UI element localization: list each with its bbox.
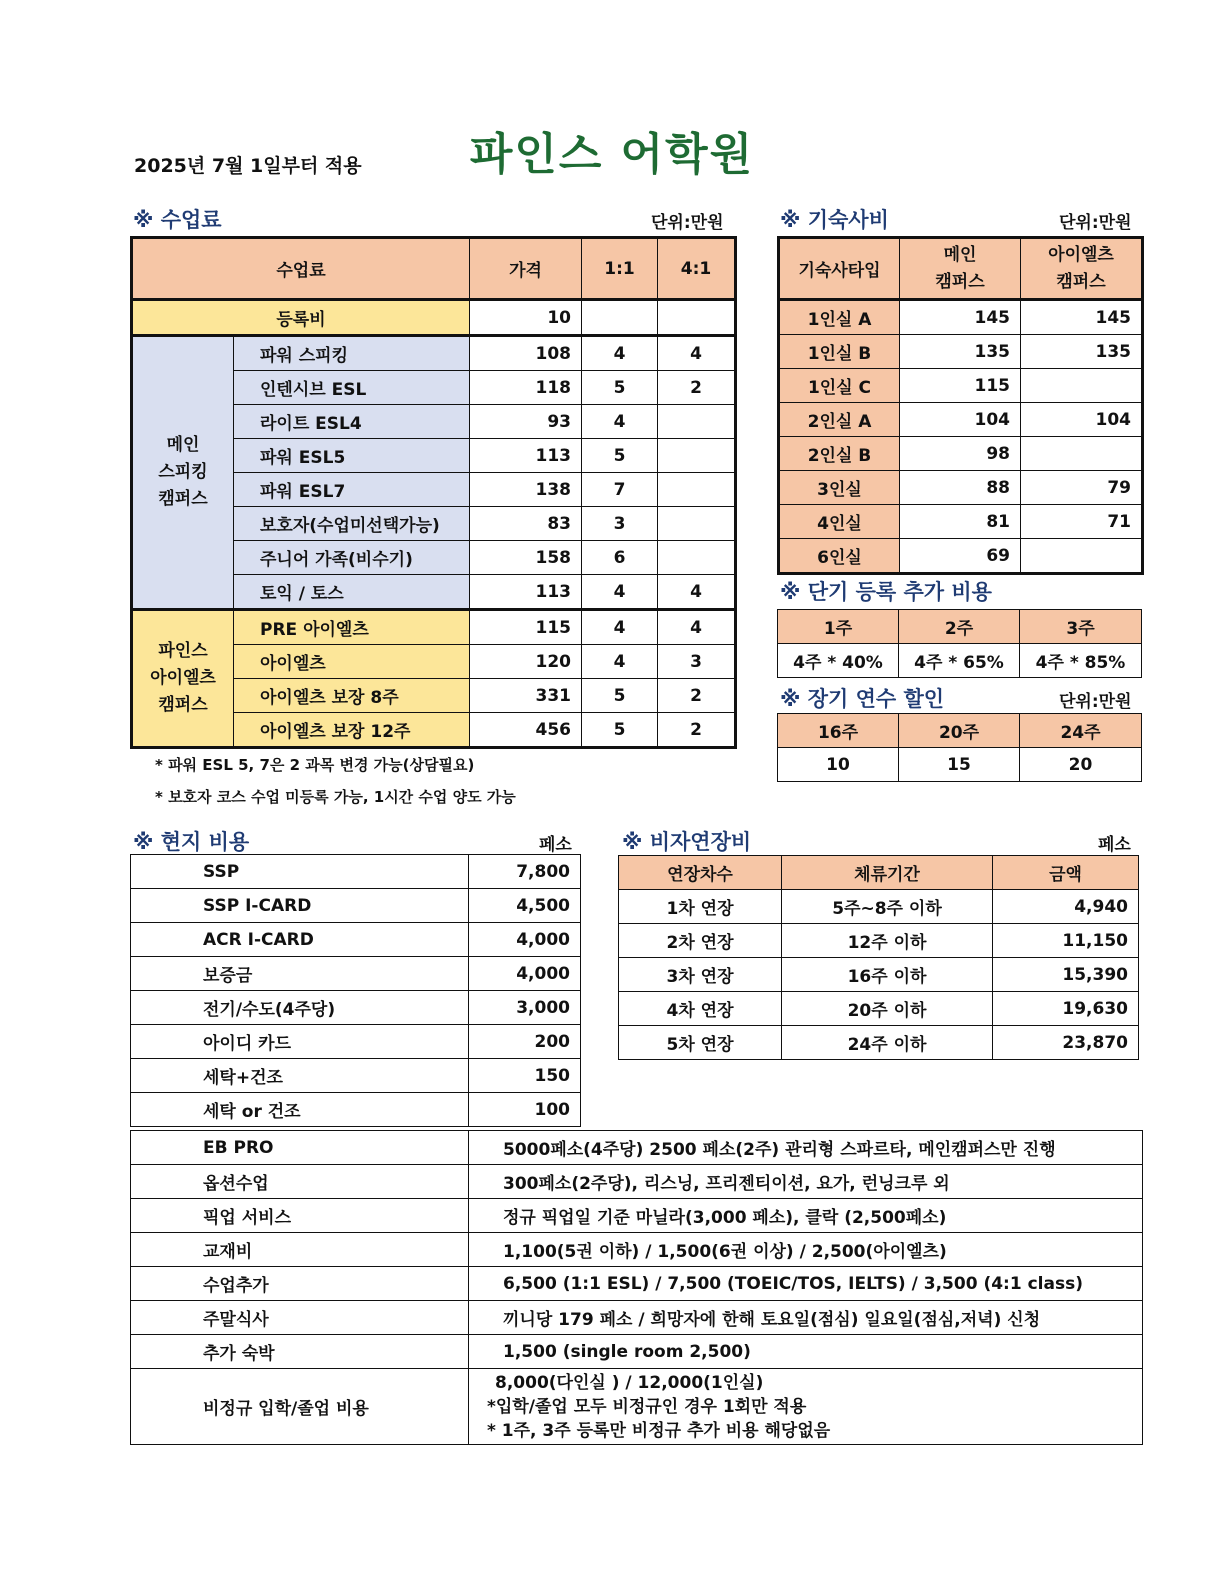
local-cost-label: 추가 숙박 (131, 1335, 469, 1369)
long-term-value-3: 20 (1020, 748, 1142, 782)
dorm-section-title: ※ 기숙사비 (780, 208, 889, 232)
visa-rows (619, 890, 1139, 1060)
local-cost-label: 옵션수업 (131, 1165, 469, 1199)
visa-period: 5주~8주 이하 (782, 890, 993, 924)
course-4to1 (658, 541, 736, 575)
table-row (131, 1233, 1143, 1267)
course-4to1 (658, 473, 736, 507)
tuition-table (130, 236, 737, 749)
course-4to1: 2 (658, 713, 736, 748)
short-term-value-1: 4주 * 40% (778, 644, 899, 678)
visa-amount: 15,390 (993, 958, 1139, 992)
dorm-table (777, 236, 1144, 575)
course-price: 93 (470, 405, 582, 439)
dorm-type: 3인실 (779, 471, 900, 505)
short-term-table (777, 609, 1142, 678)
visa-period: 16주 이하 (782, 958, 993, 992)
course-name: 보호자(수업미선택가능) (234, 507, 470, 541)
course-4to1 (658, 507, 736, 541)
local-cost-value: 6,500 (1:1 ESL) / 7,500 (TOEIC/TOS, IELTS) / 3,500 (4:1 class) (469, 1267, 1143, 1301)
local-cost-label: 수업추가 (131, 1267, 469, 1301)
table-row (779, 335, 1143, 369)
dorm-main-price: 81 (900, 505, 1021, 539)
dorm-main-price: 115 (900, 369, 1021, 403)
local-cost-value: 1,100(5권 이하) / 1,500(6권 이상) / 2,500(아이엘츠) (469, 1233, 1143, 1267)
local-rows (131, 855, 581, 1127)
table-row (132, 610, 736, 645)
table-row (132, 300, 736, 336)
dorm-ielts-price (1021, 539, 1143, 574)
table-row (131, 1199, 1143, 1233)
local-cost-label: 세탁 or 건조 (131, 1093, 469, 1127)
course-1to1: 4 (582, 645, 658, 679)
course-4to1 (658, 405, 736, 439)
course-price: 456 (470, 713, 582, 748)
local-section-title: ※ 현지 비용 (133, 830, 250, 854)
long-term-section-title: ※ 장기 연수 할인 (780, 687, 945, 711)
dorm-ielts-price (1021, 437, 1143, 471)
table-row (131, 855, 581, 889)
dorm-main-price: 104 (900, 403, 1021, 437)
local-cost-value: 300페소(2주당), 리스닝, 프리젠티이션, 요가, 런닝크루 외 (469, 1165, 1143, 1199)
table-row (779, 300, 1143, 335)
course-price: 120 (470, 645, 582, 679)
short-term-value-3: 4주 * 85% (1020, 644, 1142, 678)
long-term-unit: 단위:만원 (1059, 692, 1132, 712)
local-cost-label: 교재비 (131, 1233, 469, 1267)
main-campus-rows (132, 336, 736, 610)
course-1to1: 4 (582, 610, 658, 645)
course-price: 331 (470, 679, 582, 713)
dorm-ielts-price: 104 (1021, 403, 1143, 437)
dorm-type: 1인실 B (779, 335, 900, 369)
local-cost-label: 세탁+건조 (131, 1059, 469, 1093)
local-unit: 페소 (539, 835, 572, 855)
course-name: 인텐시브 ESL (234, 371, 470, 405)
local-cost-value: 150 (469, 1059, 581, 1093)
tuition-header-1to1: 1:1 (582, 238, 658, 300)
dorm-header-type: 기숙사타입 (779, 238, 900, 300)
course-price: 158 (470, 541, 582, 575)
irregular-line-3: * 1주, 3주 등록만 비정규 추가 비용 해당없음 (487, 1420, 831, 1441)
course-1to1: 4 (582, 575, 658, 610)
local-cost-value: 1,500 (single room 2,500) (469, 1335, 1143, 1369)
course-1to1: 5 (582, 713, 658, 748)
dorm-ielts-price: 135 (1021, 335, 1143, 369)
table-row (131, 889, 581, 923)
dorm-main-price: 69 (900, 539, 1021, 574)
short-term-header-2: 2주 (899, 610, 1020, 644)
visa-header-round: 연장차수 (619, 856, 782, 890)
long-term-value-2: 15 (899, 748, 1020, 782)
long-term-header-2: 20주 (899, 714, 1020, 748)
course-1to1: 4 (582, 405, 658, 439)
course-1to1: 4 (582, 336, 658, 371)
course-1to1: 6 (582, 541, 658, 575)
course-name: 주니어 가족(비수기) (234, 541, 470, 575)
tuition-header-name: 수업료 (132, 238, 470, 300)
dorm-type: 1인실 C (779, 369, 900, 403)
long-term-header-1: 16주 (778, 714, 899, 748)
local-table (130, 854, 581, 1127)
table-row (779, 505, 1143, 539)
dorm-type: 4인실 (779, 505, 900, 539)
main-campus-label: 메인 스피킹 캠퍼스 (132, 336, 234, 610)
tuition-note-2: * 보호자 코스 수업 미등록 가능, 1시간 수업 양도 가능 (155, 788, 516, 806)
local-wide-table (130, 1130, 1143, 1445)
course-1to1: 5 (582, 679, 658, 713)
dorm-main-price: 98 (900, 437, 1021, 471)
visa-round: 3차 연장 (619, 958, 782, 992)
dorm-main-price: 145 (900, 300, 1021, 335)
local-cost-value: 200 (469, 1025, 581, 1059)
local-cost-label: SSP I-CARD (131, 889, 469, 923)
short-term-header-3: 3주 (1020, 610, 1142, 644)
visa-round: 4차 연장 (619, 992, 782, 1026)
visa-round: 1차 연장 (619, 890, 782, 924)
table-row (131, 1025, 581, 1059)
registration-label: 등록비 (132, 300, 470, 336)
table-row (131, 1059, 581, 1093)
dorm-header-main: 메인 캠퍼스 (900, 238, 1021, 300)
local-cost-value: 끼니당 179 페소 / 희망자에 한해 토요일(점심) 일요일(점심,저녁) 신청 (469, 1301, 1143, 1335)
table-row (131, 1335, 1143, 1369)
table-row (131, 1301, 1143, 1335)
course-4to1: 2 (658, 679, 736, 713)
table-row (131, 923, 581, 957)
table-row (131, 1369, 1143, 1445)
course-name: 아이엘츠 보장 12주 (234, 713, 470, 748)
visa-round: 2차 연장 (619, 924, 782, 958)
course-4to1: 2 (658, 371, 736, 405)
dorm-ielts-price: 71 (1021, 505, 1143, 539)
table-row (779, 369, 1143, 403)
local-cost-value: 4,000 (469, 957, 581, 991)
dorm-type: 6인실 (779, 539, 900, 574)
table-row (131, 1131, 1143, 1165)
tuition-header-4to1: 4:1 (658, 238, 736, 300)
course-name: 아이엘츠 보장 8주 (234, 679, 470, 713)
course-4to1: 4 (658, 336, 736, 371)
local-cost-label: SSP (131, 855, 469, 889)
long-term-value-1: 10 (778, 748, 899, 782)
course-1to1: 7 (582, 473, 658, 507)
table-row (779, 471, 1143, 505)
visa-amount: 19,630 (993, 992, 1139, 1026)
table-row (131, 1093, 581, 1127)
visa-period: 20주 이하 (782, 992, 993, 1026)
ielts-campus-rows (132, 610, 736, 748)
local-cost-label: 주말식사 (131, 1301, 469, 1335)
table-row (131, 1267, 1143, 1301)
course-name: 아이엘츠 (234, 645, 470, 679)
course-price: 115 (470, 610, 582, 645)
local-cost-label: EB PRO (131, 1131, 469, 1165)
table-row (779, 437, 1143, 471)
local-cost-value: 100 (469, 1093, 581, 1127)
course-name: 토익 / 토스 (234, 575, 470, 610)
course-price: 138 (470, 473, 582, 507)
visa-period: 12주 이하 (782, 924, 993, 958)
course-name: 라이트 ESL4 (234, 405, 470, 439)
visa-amount: 4,940 (993, 890, 1139, 924)
table-row (779, 539, 1143, 574)
course-price: 113 (470, 575, 582, 610)
local-cost-label: ACR I-CARD (131, 923, 469, 957)
table-row (131, 957, 581, 991)
table-row (619, 890, 1139, 924)
visa-amount: 23,870 (993, 1026, 1139, 1060)
course-price: 83 (470, 507, 582, 541)
irregular-line-1: 8,000(다인실 ) / 12,000(1인실) (495, 1372, 764, 1393)
visa-table (618, 855, 1139, 1060)
local-cost-value: 5000페소(4주당) 2500 페소(2주) 관리형 스파르타, 메인캠퍼스만 진행 (469, 1131, 1143, 1165)
dorm-ielts-price (1021, 369, 1143, 403)
short-term-value-2: 4주 * 65% (899, 644, 1020, 678)
local-cost-value: 정규 픽업일 기준 마닐라(3,000 페소), 클락 (2,500페소) (469, 1199, 1143, 1233)
dorm-type: 2인실 A (779, 403, 900, 437)
visa-header-amount: 금액 (993, 856, 1139, 890)
local-cost-label: 전기/수도(4주당) (131, 991, 469, 1025)
visa-round: 5차 연장 (619, 1026, 782, 1060)
local-wide-rows (131, 1131, 1143, 1369)
table-row (131, 991, 581, 1025)
course-4to1: 4 (658, 575, 736, 610)
local-cost-value: 4,500 (469, 889, 581, 923)
dorm-ielts-price: 79 (1021, 471, 1143, 505)
long-term-header-3: 24주 (1020, 714, 1142, 748)
table-row (619, 924, 1139, 958)
tuition-unit: 단위:만원 (651, 213, 724, 233)
visa-header-period: 체류기간 (782, 856, 993, 890)
table-row (779, 403, 1143, 437)
tuition-header-price: 가격 (470, 238, 582, 300)
registration-1to1 (582, 300, 658, 336)
tuition-note-1: * 파워 ESL 5, 7은 2 과목 변경 가능(상담필요) (155, 756, 475, 774)
local-cost-label: 픽업 서비스 (131, 1199, 469, 1233)
local-cost-value: 4,000 (469, 923, 581, 957)
dorm-unit: 단위:만원 (1059, 213, 1132, 233)
table-row (619, 958, 1139, 992)
dorm-type: 1인실 A (779, 300, 900, 335)
course-1to1: 5 (582, 371, 658, 405)
tuition-section-title: ※ 수업료 (133, 208, 222, 232)
local-cost-label: 아이디 카드 (131, 1025, 469, 1059)
short-term-section-title: ※ 단기 등록 추가 비용 (780, 580, 992, 604)
course-4to1: 4 (658, 610, 736, 645)
course-4to1: 3 (658, 645, 736, 679)
course-price: 113 (470, 439, 582, 473)
course-1to1: 5 (582, 439, 658, 473)
table-row (619, 1026, 1139, 1060)
local-cost-value: 3,000 (469, 991, 581, 1025)
course-price: 118 (470, 371, 582, 405)
dorm-main-price: 135 (900, 335, 1021, 369)
irregular-label: 비정규 입학/졸업 비용 (131, 1369, 469, 1445)
visa-section-title: ※ 비자연장비 (622, 830, 752, 854)
dorm-main-price: 88 (900, 471, 1021, 505)
course-name: 파워 스피킹 (234, 336, 470, 371)
visa-unit: 페소 (1098, 835, 1131, 855)
local-cost-label: 보증금 (131, 957, 469, 991)
table-row (131, 1165, 1143, 1199)
course-name: PRE 아이엘츠 (234, 610, 470, 645)
dorm-rows (779, 300, 1143, 574)
registration-4to1 (658, 300, 736, 336)
short-term-header-1: 1주 (778, 610, 899, 644)
page-title: 파인스 어학원 (469, 129, 755, 180)
table-row (132, 336, 736, 371)
visa-amount: 11,150 (993, 924, 1139, 958)
irregular-line-2: *입학/졸업 모두 비정규인 경우 1회만 적용 (487, 1396, 807, 1417)
dorm-header-ielts: 아이엘츠 캠퍼스 (1021, 238, 1143, 300)
effective-date: 2025년 7월 1일부터 적용 (134, 155, 362, 177)
course-1to1: 3 (582, 507, 658, 541)
dorm-ielts-price: 145 (1021, 300, 1143, 335)
local-cost-value: 7,800 (469, 855, 581, 889)
table-row (619, 992, 1139, 1026)
long-term-table (777, 713, 1142, 782)
course-name: 파워 ESL7 (234, 473, 470, 507)
registration-price: 10 (470, 300, 582, 336)
visa-period: 24주 이하 (782, 1026, 993, 1060)
course-4to1 (658, 439, 736, 473)
course-price: 108 (470, 336, 582, 371)
course-name: 파워 ESL5 (234, 439, 470, 473)
dorm-type: 2인실 B (779, 437, 900, 471)
ielts-campus-label: 파인스 아이엘츠 캠퍼스 (132, 610, 234, 748)
